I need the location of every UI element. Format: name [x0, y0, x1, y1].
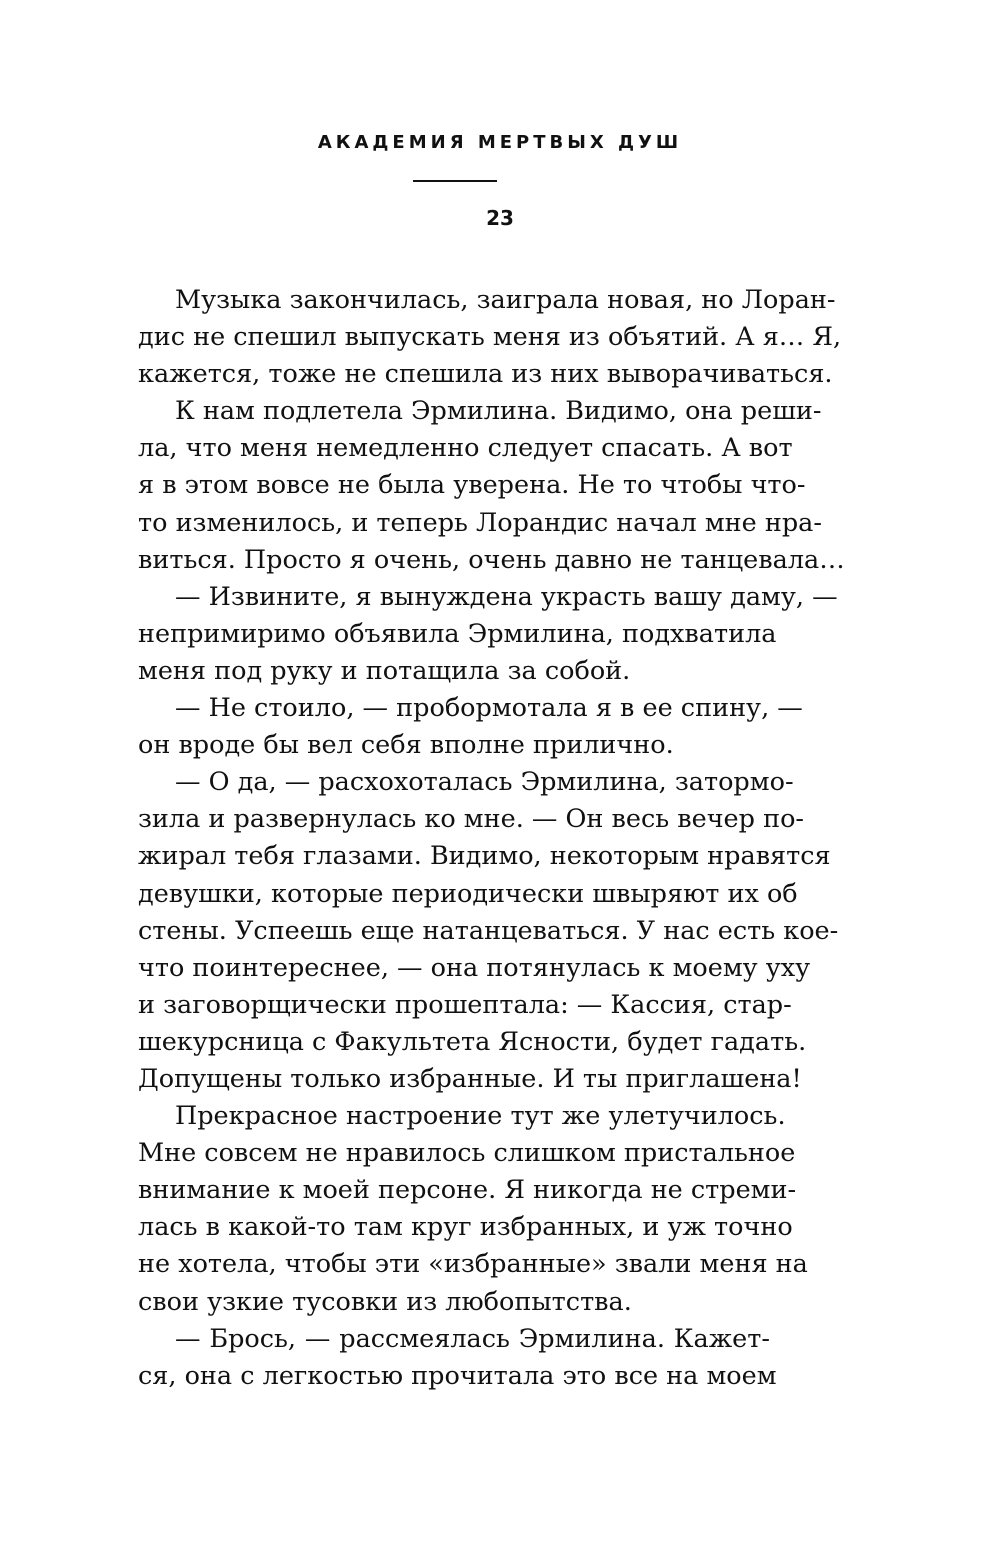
text-line: меня под руку и потащила за собой.	[138, 655, 631, 686]
text-line: лась в какой-то там круг избранных, и уж точно	[138, 1212, 793, 1243]
text-line: жирал тебя глазами. Видимо, некоторым нравятся	[138, 841, 831, 872]
text-line: и заговорщически прошептала: — Кассия, стар-	[138, 989, 792, 1020]
text-line: — Брось, — рассмеялась Эрмилина. Кажет-	[175, 1323, 770, 1354]
text-line: ла, что меня немедленно следует спасать. А вот	[138, 433, 793, 464]
text-line: внимание к моей персоне. Я никогда не стреми-	[138, 1175, 797, 1206]
text-line: — Извините, я вынуждена украсть вашу даму, —	[175, 581, 838, 612]
text-line: дис не спешил выпускать меня из объятий. А я… Я,	[138, 322, 842, 353]
running-head-title: АКАДЕМИЯ МЕРТВЫХ ДУШ	[317, 132, 683, 153]
text-line: зила и развернулась ко мне. — Он весь вечер по-	[138, 804, 805, 835]
text-line: стены. Успеешь еще натанцеваться. У нас есть кое-	[138, 915, 839, 946]
text-line: — Не стоило, — пробормотала я в ее спину, —	[175, 693, 803, 724]
text-line: девушки, которые периодически швыряют их об	[138, 878, 798, 909]
text-line: что поинтереснее, — она потянулась к моему уху	[138, 952, 811, 983]
text-line: Мне совсем не нравилось слишком пристальное	[138, 1138, 796, 1169]
text-line: Прекрасное настроение тут же улетучилось.	[175, 1101, 786, 1132]
text-line: — О да, — расхохоталась Эрмилина, затормо-	[175, 767, 794, 798]
text-line: шекурсница с Факультета Ясности, будет гадать.	[138, 1026, 807, 1057]
body-text	[138, 282, 845, 1395]
text-line: виться. Просто я очень, очень давно не танцевала…	[138, 544, 845, 575]
text-line: не хотела, чтобы эти «избранные» звали меня на	[138, 1249, 808, 1280]
text-line: кажется, тоже не спешила из них выворачиваться.	[138, 359, 833, 390]
text-line: он вроде бы вел себя вполне прилично.	[138, 730, 674, 761]
text-line: ся, она с легкостью прочитала это все на моем	[138, 1360, 777, 1391]
text-line: непримиримо объявила Эрмилина, подхватила	[138, 618, 777, 649]
text-line: Музыка закончилась, заиграла новая, но Лоран-	[175, 285, 836, 315]
text-line: то изменилось, и теперь Лорандис начал мне нра-	[138, 507, 822, 538]
page-number: 23	[486, 206, 514, 230]
header-divider	[413, 180, 497, 182]
text-line: Допущены только избранные. И ты приглашена!	[138, 1063, 802, 1094]
text-line: К нам подлетела Эрмилина. Видимо, она реши-	[175, 396, 822, 427]
text-line: я в этом вовсе не была уверена. Не то чтобы что-	[138, 470, 806, 501]
text-line: свои узкие тусовки из любопытства.	[138, 1286, 632, 1317]
